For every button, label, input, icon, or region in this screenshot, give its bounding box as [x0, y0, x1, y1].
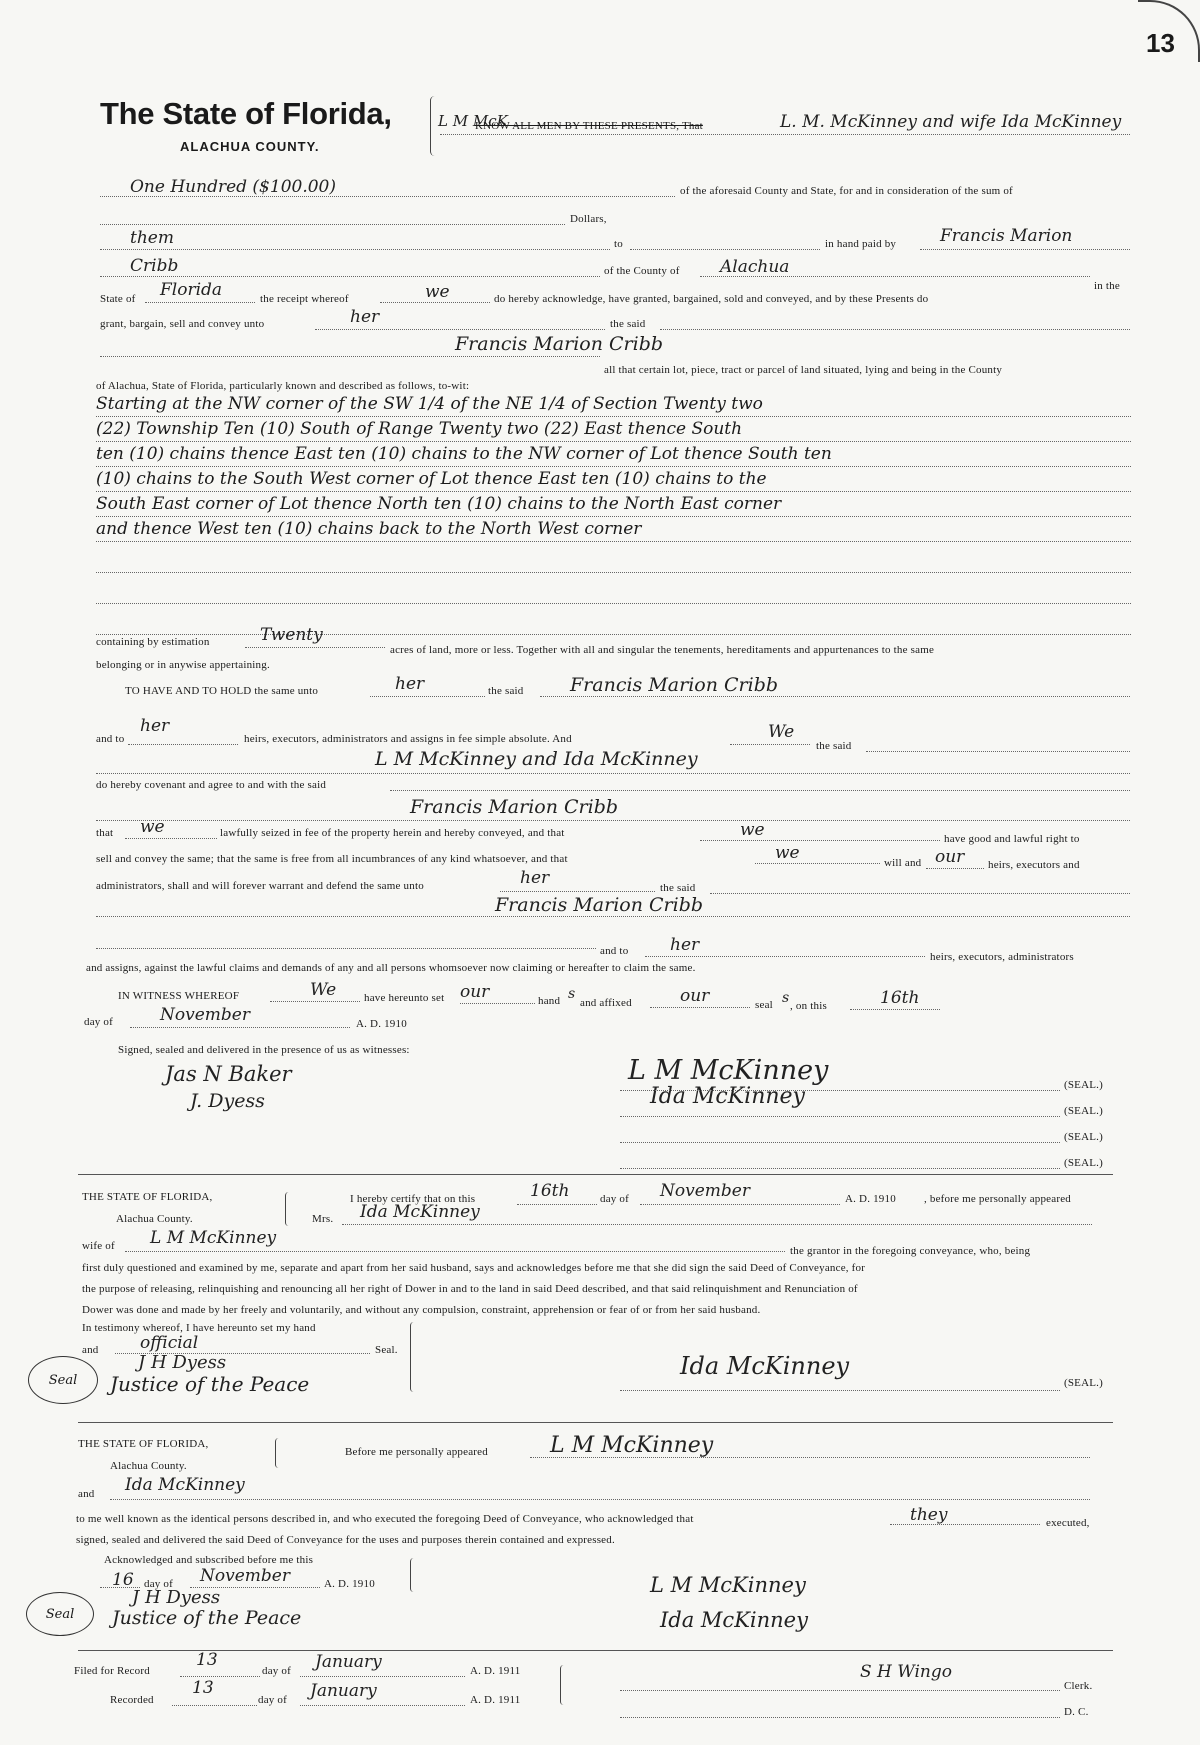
text: executed,	[1046, 1517, 1090, 1529]
to-have-pron-hw: her	[395, 674, 425, 694]
text: State of	[100, 293, 136, 305]
know-all-men: KNOW ALL MEN BY THESE PRESENTS, That	[475, 120, 703, 132]
text: and to	[600, 945, 629, 957]
divider	[78, 1650, 1113, 1651]
divider	[78, 1422, 1113, 1423]
text: Dollars,	[570, 213, 607, 225]
ack2-county: Alachua County.	[110, 1460, 187, 1472]
text: have good and lawful right to	[944, 833, 1080, 845]
text: , on this	[790, 1000, 827, 1012]
grantors-hw: L. M. McKinney and wife Ida McKinney	[780, 112, 1122, 132]
text: Clerk.	[1064, 1680, 1093, 1692]
grantor-initials: L M McK	[438, 112, 508, 130]
state-hw: Florida	[160, 280, 223, 300]
text: , before me personally appeared	[924, 1193, 1071, 1205]
text: the said	[660, 882, 696, 894]
legal-line: South East corner of Lot thence North ten (10) chains to the North East corner	[96, 492, 1131, 517]
ack2-signature: L M McKinney	[650, 1573, 806, 1597]
payer-line2-hw: Cribb	[130, 256, 179, 276]
text: day of	[600, 1193, 629, 1205]
clerk-signature: S H Wingo	[860, 1662, 952, 1682]
filed-day-hw: 13	[196, 1650, 218, 1670]
ack1-day-hw: 16th	[530, 1181, 570, 1201]
to-have-name-hw: Francis Marion Cribb	[570, 674, 779, 696]
text: and	[82, 1344, 99, 1356]
paid-to-hw: them	[130, 228, 174, 248]
text: Seal.	[375, 1344, 398, 1356]
legal-line	[96, 573, 1131, 604]
we-hw: We	[768, 722, 795, 742]
legal-line: and thence West ten (10) chains back to the North West corner	[96, 517, 1131, 542]
text: to	[614, 238, 623, 250]
text: first duly questioned and examined by me, separate and apart from her said husband, says and acknowledges before me that she did sign the said Deed of Conveyance, for	[82, 1262, 866, 1274]
ack2-officer-hw: J H Dyess	[132, 1587, 221, 1608]
grantor-signature: L M McKinney	[628, 1055, 829, 1086]
brace	[410, 1322, 417, 1392]
acres-hw: Twenty	[260, 625, 323, 645]
text: seal	[755, 999, 773, 1011]
text: of Alachua, State of Florida, particularly known and described as follows, to-wit:	[96, 380, 470, 392]
text: all that certain lot, piece, tract or parcel of land situated, lying and being in the County	[604, 364, 1003, 376]
brace	[560, 1665, 567, 1705]
text: containing by estimation	[96, 636, 210, 648]
page-number: 13	[1146, 28, 1175, 58]
county-heading: ALACHUA COUNTY.	[180, 139, 320, 154]
ack2-day-hw: 16	[112, 1570, 134, 1590]
text: to me well known as the identical persons described in, and who executed the foregoing Deed of Conveyance, who acknowledged that	[76, 1513, 694, 1525]
amount-hw: One Hundred ($100.00)	[130, 177, 336, 197]
seal-stamp: Seal	[26, 1592, 94, 1636]
legal-line: Starting at the NW corner of the SW 1/4 of the NE 1/4 of Section Twenty two	[96, 392, 1131, 417]
legal-description	[96, 392, 1131, 635]
text: Signed, sealed and delivered in the presence of us as witnesses:	[118, 1044, 410, 1056]
text: the grantor in the foregoing conveyance, who, being	[790, 1245, 1031, 1257]
text: the receipt whereof	[260, 293, 349, 305]
brace	[410, 1558, 417, 1592]
text: belonging or in anywise appertaining.	[96, 659, 270, 671]
page-title: The State of Florida,	[100, 96, 392, 131]
text: will and	[884, 857, 922, 869]
text: D. C.	[1064, 1706, 1089, 1718]
text: sell and convey the same; that the same is free from all incumbrances of any kind whatsoever, and that	[96, 853, 568, 865]
defend-name-hw: Francis Marion Cribb	[495, 894, 704, 916]
are-hw: we	[140, 817, 165, 837]
recorded-month-hw: January	[310, 1681, 377, 1701]
text: Filed for Record	[74, 1665, 150, 1677]
text: signed, sealed and delivered the said Deed of Conveyance for the uses and purposes therein contained and expressed.	[76, 1534, 615, 1546]
text: have hereunto set	[364, 992, 445, 1004]
and-to-pron-hw: her	[140, 716, 170, 736]
text: In testimony whereof, I have hereunto set my hand	[82, 1322, 316, 1334]
text: Recorded	[110, 1694, 154, 1706]
text: Dower was done and made by her freely and voluntarily, and without any compulsion, constraint, apprehension or fear of or from her said husband.	[82, 1304, 761, 1316]
text: of the County of	[604, 265, 680, 277]
county-hw: Alachua	[720, 257, 790, 277]
text: Before me personally appeared	[345, 1446, 488, 1458]
witness-our2-hw: our	[680, 986, 710, 1006]
ack2-signature: Ida McKinney	[660, 1608, 808, 1632]
seal-s-hw: s	[782, 990, 790, 1006]
ack1-month-hw: November	[660, 1181, 750, 1201]
grantee-pron-hw: her	[350, 307, 380, 327]
text: day of	[144, 1578, 173, 1590]
seal-label: (SEAL.)	[1064, 1105, 1103, 1117]
text: hand	[538, 995, 561, 1007]
ack2-state: THE STATE OF FLORIDA,	[78, 1438, 209, 1450]
ack2-person2-hw: Ida McKinney	[125, 1475, 245, 1495]
text: TO HAVE AND TO HOLD the same unto	[125, 685, 319, 697]
text: Acknowledged and subscribed before me this	[104, 1554, 314, 1566]
text: day of	[262, 1665, 291, 1677]
legal-line: (22) Township Ten (10) South of Range Twenty two (22) East thence South	[96, 417, 1131, 442]
text: the said	[610, 318, 646, 330]
covenantors-hw: L M McKinney and Ida McKinney	[375, 748, 698, 770]
legal-line: (10) chains to the South West corner of Lot thence East ten (10) chains to the	[96, 467, 1131, 492]
text: in the	[1094, 280, 1120, 292]
text: wife of	[82, 1240, 115, 1252]
divider	[78, 1174, 1113, 1175]
witness-we-hw: We	[310, 980, 337, 1000]
witness-day-hw: 16th	[880, 988, 920, 1008]
witness-our-hw: our	[460, 982, 490, 1002]
text: A. D. 1910	[356, 1018, 407, 1030]
text: lawfully seized in fee of the property herein and hereby conveyed, and that	[220, 827, 565, 839]
seal-stamp: Seal	[28, 1356, 98, 1404]
receipt-hw: we	[425, 282, 450, 302]
text: A. D. 1911	[470, 1694, 521, 1706]
text: Mrs.	[312, 1213, 334, 1225]
text: day of	[258, 1694, 287, 1706]
legal-line	[96, 542, 1131, 573]
ack1-signature: Ida McKinney	[680, 1352, 850, 1380]
text: and to	[96, 733, 125, 745]
text: and	[78, 1488, 95, 1500]
our-hw: our	[935, 847, 965, 867]
text: the said	[488, 685, 524, 697]
ack2-person-hw: L M McKinney	[550, 1433, 714, 1458]
ack1-title-hw: Justice of the Peace	[110, 1372, 310, 1396]
ack2-title-hw: Justice of the Peace	[112, 1607, 302, 1629]
covenantee-hw: Francis Marion Cribb	[410, 796, 619, 818]
ack1-county: Alachua County.	[116, 1213, 193, 1225]
payer-hw: Francis Marion	[940, 226, 1073, 246]
text: I hereby certify that on this	[350, 1193, 476, 1205]
brace	[285, 1192, 292, 1226]
hand-s-hw: s	[568, 986, 576, 1002]
ack1-officer-hw: J H Dyess	[138, 1352, 227, 1373]
text: the said	[816, 740, 852, 752]
text: the purpose of releasing, relinquishing and renouncing all her right of Dower in and to the land in said Deed described, and that said relinquishment and Renunciation of	[82, 1283, 858, 1295]
and-to-2-pron-hw: her	[670, 935, 700, 955]
we2-hw: we	[740, 820, 765, 840]
ack1-official-hw: official	[140, 1333, 199, 1353]
ack1-mrs-hw: Ida McKinney	[360, 1202, 480, 1222]
witness-signature: Jas N Baker	[165, 1062, 292, 1086]
recorded-day-hw: 13	[192, 1678, 214, 1698]
we3-hw: we	[775, 843, 800, 863]
text: do hereby covenant and agree to and with the said	[96, 779, 327, 791]
text: administrators, shall and will forever warrant and defend the same unto	[96, 880, 424, 892]
ack1-husband-hw: L M McKinney	[150, 1228, 277, 1248]
text: of the aforesaid County and State, for and in consideration of the sum of	[680, 185, 1013, 197]
witness-month-hw: November	[160, 1005, 250, 1025]
brace	[275, 1438, 282, 1468]
text: and affixed	[580, 997, 632, 1009]
text: day of	[84, 1016, 113, 1028]
legal-line	[96, 604, 1131, 635]
ack1-state: THE STATE OF FLORIDA,	[82, 1191, 213, 1203]
text: acres of land, more or less. Together with all and singular the tenements, hereditaments and appurtenances to the same	[390, 644, 935, 656]
text: that	[96, 827, 114, 839]
seal-label: (SEAL.)	[1064, 1377, 1103, 1389]
legal-line: ten (10) chains thence East ten (10) chains to the NW corner of Lot thence South ten	[96, 442, 1131, 467]
seal-label: (SEAL.)	[1064, 1131, 1103, 1143]
text: IN WITNESS WHEREOF	[118, 990, 240, 1002]
text: do hereby acknowledge, have granted, bargained, sold and conveyed, and by these Presents do	[494, 293, 929, 305]
text: A. D. 1911	[470, 1665, 521, 1677]
filed-month-hw: January	[315, 1652, 382, 1672]
ack2-month-hw: November	[200, 1566, 290, 1586]
text: grant, bargain, sell and convey unto	[100, 318, 265, 330]
seal-label: (SEAL.)	[1064, 1157, 1103, 1169]
text: A. D. 1910	[845, 1193, 896, 1205]
witness-signature: J. Dyess	[190, 1090, 265, 1112]
grantee-hw: Francis Marion Cribb	[455, 333, 664, 355]
unto-pron-hw: her	[520, 868, 550, 888]
ack2-they-hw: they	[910, 1505, 948, 1525]
text: and assigns, against the lawful claims and demands of any and all persons whomsoever now claiming or hereafter to claim the same.	[86, 962, 696, 974]
seal-label: (SEAL.)	[1064, 1079, 1103, 1091]
text: A. D. 1910	[324, 1578, 375, 1590]
text: heirs, executors, administrators and assigns in fee simple absolute. And	[244, 733, 572, 745]
text: heirs, executors, administrators	[930, 951, 1074, 963]
text: heirs, executors and	[988, 859, 1080, 871]
text: in hand paid by	[825, 238, 897, 250]
grantor-signature: Ida McKinney	[650, 1084, 805, 1109]
